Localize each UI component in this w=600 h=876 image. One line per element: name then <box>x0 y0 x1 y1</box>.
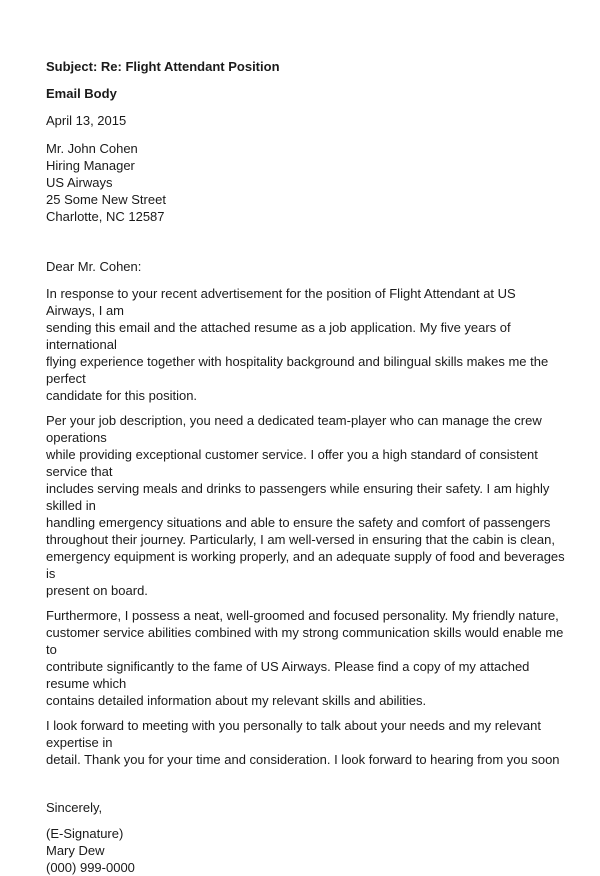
recipient-city: Charlotte, NC 12587 <box>46 209 165 224</box>
email-body-heading: Email Body <box>46 86 117 101</box>
closing: Sincerely, <box>46 800 103 815</box>
recipient-address <box>46 140 566 225</box>
salutation: Dear Mr. Cohen: <box>46 259 142 274</box>
recipient-name: Mr. John Cohen <box>46 141 138 156</box>
recipient-title: Hiring Manager <box>46 158 135 173</box>
body-paragraph-3: Furthermore, I possess a neat, well-groomed and focused personality. My friendly nature, customer service abilities combined with my strong communication skills would enable me to contribute significantly to the fame of US Airways. Please find a copy of my attached resume which contains detailed information about my relevant skills and abilities. <box>46 608 564 708</box>
sender-phone: (000) 999-0000 <box>46 860 135 875</box>
email-document <box>46 58 566 876</box>
letter-date: April 13, 2015 <box>46 113 127 128</box>
body-paragraph-2: Per your job description, you need a dedicated team-player who can manage the crew operations while providing exceptional customer service. I offer you a high standard of consistent service that includes serving meals and drinks to passengers while ensuring their safety. I am highly skilled in handling emergency situations and able to ensure the safety and comfort of passengers throughout their journey. Particularly, I am well-versed in ensuring that the cabin is clean, emergency equipment is working properly, and an adequate supply of food and beverages is present on board. <box>46 413 565 598</box>
signature-block <box>46 825 566 876</box>
body-paragraph-4: I look forward to meeting with you personally to talk about your needs and my relevant expertise in detail. Thank you for your time and consideration. I look forward to hearing from you soon <box>46 718 560 767</box>
sender-name: Mary Dew <box>46 843 105 858</box>
body-paragraph-1: In response to your recent advertisement for the position of Flight Attendant at US Airways, I am sending this email and the attached resume as a job application. My five years of international flying experience together with hospitality background and bilingual skills makes me the perfect candidate for this position. <box>46 286 549 403</box>
e-signature: (E-Signature) <box>46 826 124 841</box>
recipient-street: 25 Some New Street <box>46 192 166 207</box>
recipient-company: US Airways <box>46 175 113 190</box>
subject-line: Subject: Re: Flight Attendant Position <box>46 59 280 74</box>
